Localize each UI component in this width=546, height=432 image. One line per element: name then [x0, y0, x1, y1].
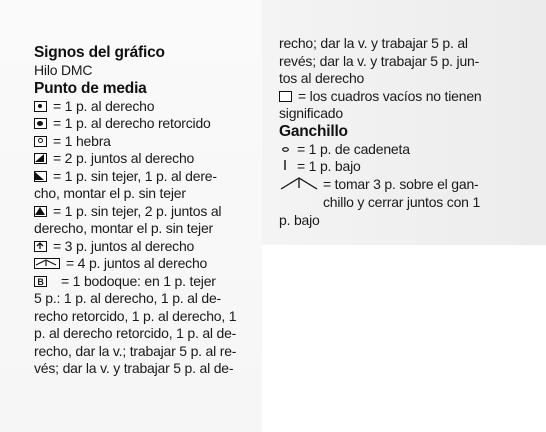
- legend-row: 5 p.: 1 p. al derecho, 1 p. al de-: [34, 290, 221, 306]
- legend-row: vés; dar la v. y trabajar 5 p. al de-: [34, 360, 234, 376]
- b-square-icon: B: [34, 276, 47, 287]
- empty-square-icon: [279, 91, 292, 102]
- legend-row: = 1 p. sin tejer, 2 p. juntos al: [34, 203, 262, 221]
- legend-heading: Signos del gráfico: [34, 44, 165, 61]
- section-heading-crochet: Ganchillo: [279, 122, 348, 140]
- arrow-3-icon: [34, 241, 47, 252]
- legend-row: = 4 p. juntos al derecho: [34, 255, 262, 273]
- legend-row: = 2 p. juntos al derecho: [34, 150, 262, 168]
- single-crochet-icon: [279, 158, 291, 176]
- chain-stitch-icon: [279, 141, 291, 159]
- legend-row: p. al derecho retorcido, 1 p. al de-: [34, 325, 237, 341]
- ring-square-icon: [34, 118, 47, 129]
- legend-row: = 1 hebra: [34, 133, 262, 151]
- thread-label: Hilo DMC: [34, 62, 93, 78]
- triangle-left-icon: [34, 153, 47, 164]
- dot-square-icon: [34, 101, 47, 112]
- legend-row: = 1 p. al derecho: [34, 98, 262, 116]
- legend-row: = tomar 3 p. sobre el gan-: [279, 176, 504, 195]
- cluster-stitch-icon: [279, 176, 319, 195]
- legend-row: = 1 p. al derecho retorcido: [34, 115, 262, 133]
- legend-row: revés; dar la v. y trabajar 5 p. jun-: [279, 52, 480, 69]
- triangle-right-icon: [34, 171, 47, 182]
- section-heading-knitting: Punto de media: [34, 79, 147, 97]
- legend-row: recho retorcido, 1 p. al derecho, 1: [34, 307, 237, 324]
- legend-column-right: [279, 35, 504, 229]
- legend-row: = 1 p. de cadeneta: [279, 141, 504, 159]
- legend-row: = 3 p. juntos al derecho: [34, 238, 262, 256]
- legend-row: tos al derecho: [279, 70, 365, 86]
- legend-row: significado: [279, 105, 343, 121]
- legend-row: = 1 p. bajo: [279, 158, 504, 176]
- circle-square-icon: [34, 136, 47, 147]
- legend-row: p. bajo: [279, 211, 320, 228]
- arrow-4-icon: [34, 258, 60, 269]
- legend-row: recho, dar la v.; trabajar 5 p. al re-: [34, 342, 237, 359]
- legend-row: derecho, montar el p. sin tejer: [34, 220, 214, 236]
- legend-row: = los cuadros vacíos no tienen: [279, 88, 504, 106]
- legend-row: cho, montar el p. sin tejer: [34, 185, 186, 201]
- legend-row: chillo y cerrar juntos con 1: [323, 194, 481, 210]
- triangle-up-icon: [34, 206, 47, 217]
- legend-row: = 1 p. sin tejer, 1 p. al dere-: [34, 168, 262, 186]
- legend-row: recho; dar la v. y trabajar 5 p. al: [279, 35, 468, 51]
- legend-column-left: [34, 44, 262, 378]
- legend-row: B = 1 bodoque: en 1 p. tejer: [34, 273, 262, 291]
